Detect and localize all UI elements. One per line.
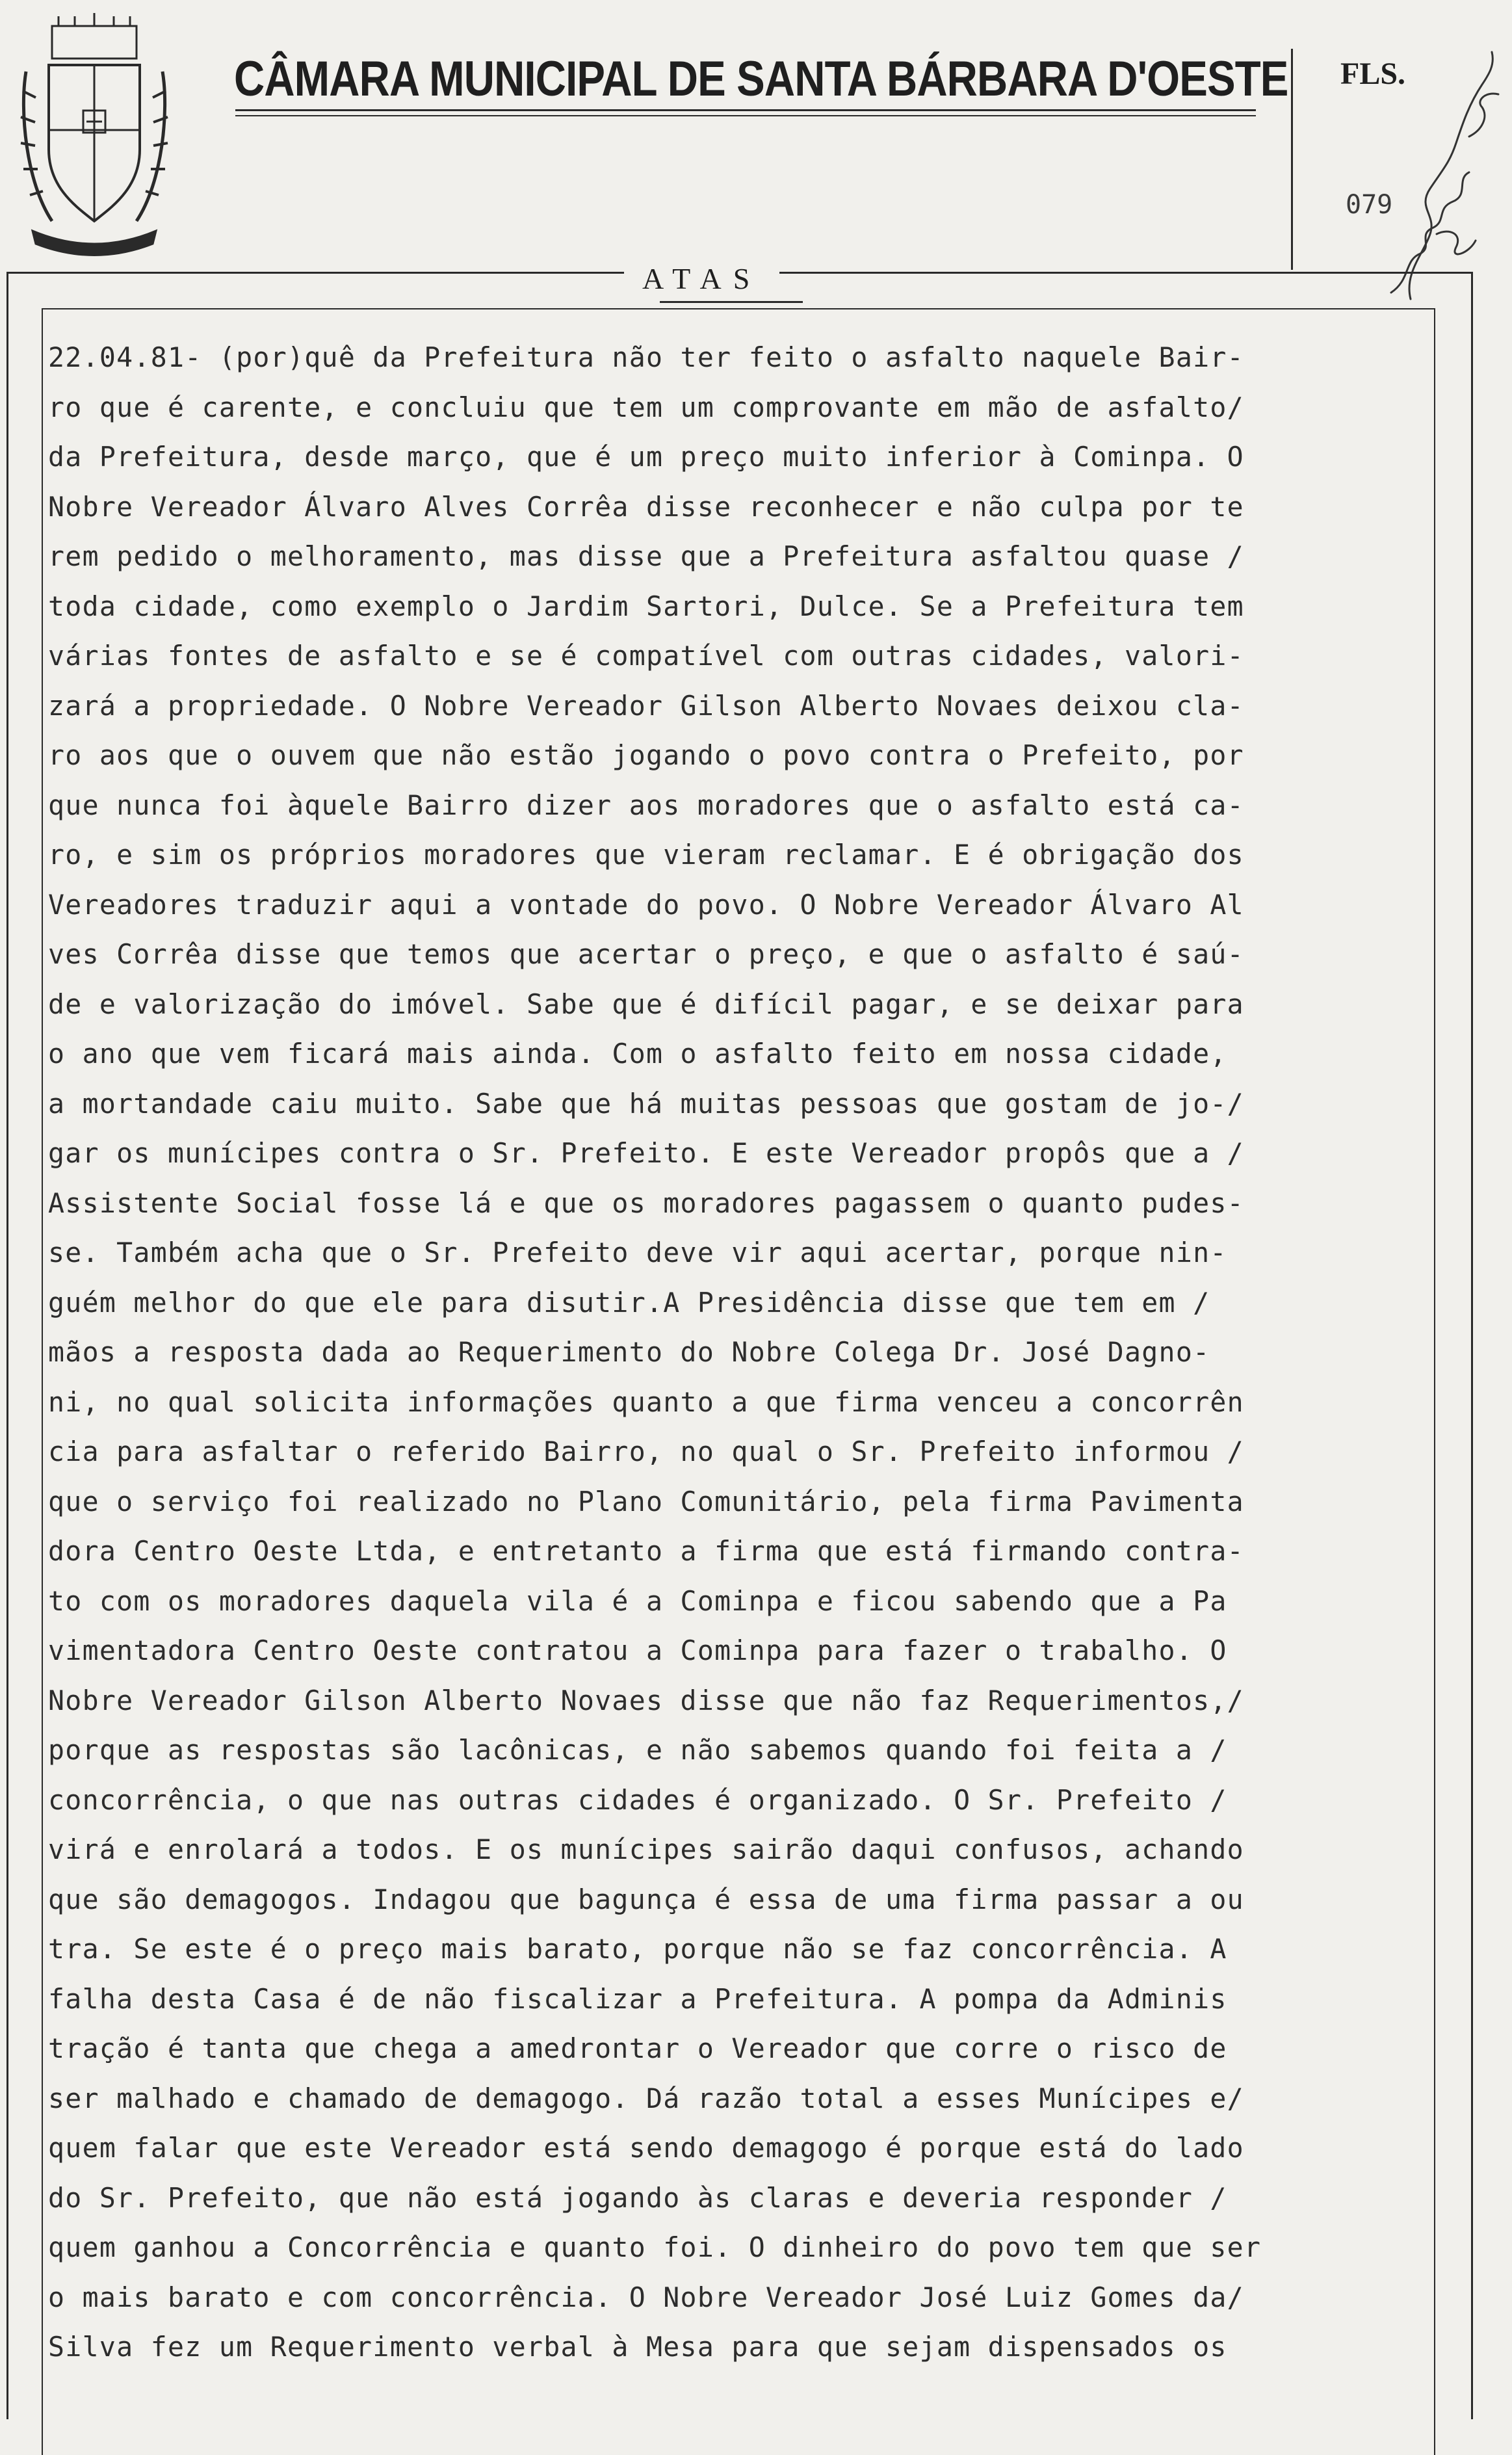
text-line: ro aos que o ouvem que não estão jogando o povo contra o Prefeito, por bbox=[48, 739, 1244, 771]
text-line: da Prefeitura, desde março, que é um preço muito inferior à Cominpa. O bbox=[48, 441, 1244, 473]
text-line: falha desta Casa é de não fiscalizar a Prefeitura. A pompa da Adminis bbox=[48, 1982, 1227, 2015]
text-line: se. Também acha que o Sr. Prefeito deve vir aqui acertar, porque nin- bbox=[48, 1237, 1227, 1268]
text-line: o mais barato e com concorrência. O Nobre Vereador José Luiz Gomes da/ bbox=[48, 2281, 1244, 2313]
text-line: rem pedido o melhoramento, mas disse que a Prefeitura asfaltou quase / bbox=[48, 540, 1244, 572]
text-line: de e valorização do imóvel. Sabe que é difícil pagar, e se deixar para bbox=[48, 988, 1244, 1020]
municipal-crest-logo bbox=[13, 13, 176, 260]
text-line: a mortandade caiu muito. Sabe que há muitas pessoas que gostam de jo-/ bbox=[48, 1087, 1244, 1120]
header-vertical-divider bbox=[1291, 49, 1293, 270]
text-line: Vereadores traduzir aqui a vontade do povo. O Nobre Vereador Álvaro Al bbox=[48, 888, 1244, 921]
text-line: que são demagogos. Indagou que bagunça é essa de uma firma passar a ou bbox=[48, 1883, 1244, 1915]
text-line: gar os munícipes contra o Sr. Prefeito. E este Vereador propôs que a / bbox=[48, 1137, 1244, 1169]
text-line: dora Centro Oeste Ltda, e entretanto a firma que está firmando contra- bbox=[48, 1535, 1244, 1567]
fls-label: FLS. bbox=[1340, 57, 1406, 91]
text-line: mãos a resposta dada ao Requerimento do Nobre Colega Dr. José Dagno- bbox=[48, 1336, 1210, 1368]
text-line: ro, e sim os próprios moradores que vieram reclamar. E é obrigação dos bbox=[48, 839, 1244, 871]
text-line: ser malhado e chamado de demagogo. Dá razão total a esses Munícipes e/ bbox=[48, 2082, 1244, 2114]
section-heading: ATAS bbox=[624, 261, 779, 296]
text-line: do Sr. Prefeito, que não está jogando às claras e deveria responder / bbox=[48, 2181, 1227, 2214]
text-line: ni, no qual solicita informações quanto a que firma venceu a concorrên bbox=[48, 1385, 1244, 1418]
text-line: toda cidade, como exemplo o Jardim Sartori, Dulce. Se a Prefeitura tem bbox=[48, 590, 1244, 622]
text-line: tração é tanta que chega a amedrontar o Vereador que corre o risco de bbox=[48, 2032, 1227, 2064]
text-line: to com os moradores daquela vila é a Cominpa e ficou sabendo que a Pa bbox=[48, 1584, 1227, 1617]
text-line: o ano que vem ficará mais ainda. Com o asfalto feito em nossa cidade, bbox=[48, 1038, 1227, 1070]
text-line: zará a propriedade. O Nobre Vereador Gilson Alberto Novaes deixou cla- bbox=[48, 689, 1244, 722]
page-title: CÂMARA MUNICIPAL DE SANTA BÁRBARA D'OESTE bbox=[234, 51, 1288, 107]
text-line: tra. Se este é o preço mais barato, porque não se faz concorrência. A bbox=[48, 1933, 1227, 1965]
text-line: virá e enrolará a todos. E os munícipes sairão daqui confusos, achando bbox=[48, 1833, 1244, 1865]
text-line: Assistente Social fosse lá e que os moradores pagassem o quanto pudes- bbox=[48, 1187, 1244, 1219]
text-line: concorrência, o que nas outras cidades é organizado. O Sr. Prefeito / bbox=[48, 1783, 1227, 1816]
minutes-body bbox=[48, 333, 1426, 2372]
text-line: várias fontes de asfalto e se é compatível com outras cidades, valori- bbox=[48, 640, 1244, 672]
text-line: que nunca foi àquele Bairro dizer aos moradores que o asfalto está ca- bbox=[48, 789, 1244, 821]
title-divider bbox=[235, 109, 1256, 116]
text-line: guém melhor do que ele para disutir.A Presidência disse que tem em / bbox=[48, 1286, 1210, 1319]
text-line: 22.04.81- (por)quê da Prefeitura não ter feito o asfalto naquele Bair- bbox=[48, 341, 1244, 373]
text-line: ves Corrêa disse que temos que acertar o preço, e que o asfalto é saú- bbox=[48, 938, 1244, 970]
text-line: Nobre Vereador Álvaro Alves Corrêa disse reconhecer e não culpa por te bbox=[48, 490, 1244, 523]
text-line: que o serviço foi realizado no Plano Comunitário, pela firma Pavimenta bbox=[48, 1485, 1244, 1517]
section-heading-underline bbox=[660, 301, 803, 303]
text-line: vimentadora Centro Oeste contratou a Cominpa para fazer o trabalho. O bbox=[48, 1634, 1227, 1666]
text-line: Silva fez um Requerimento verbal à Mesa para que sejam dispensados os bbox=[48, 2331, 1227, 2363]
text-line: quem falar que este Vereador está sendo demagogo é porque está do lado bbox=[48, 2132, 1244, 2164]
page-number: 079 bbox=[1346, 190, 1393, 220]
text-line: cia para asfaltar o referido Bairro, no qual o Sr. Prefeito informou / bbox=[48, 1436, 1244, 1467]
text-line: quem ganhou a Concorrência e quanto foi. O dinheiro do povo tem que ser bbox=[48, 2231, 1262, 2263]
text-line: porque as respostas são lacônicas, e não sabemos quando foi feita a / bbox=[48, 1734, 1227, 1766]
text-line: Nobre Vereador Gilson Alberto Novaes disse que não faz Requerimentos,/ bbox=[48, 1684, 1244, 1716]
text-line: ro que é carente, e concluiu que tem um comprovante em mão de asfalto/ bbox=[48, 391, 1244, 423]
